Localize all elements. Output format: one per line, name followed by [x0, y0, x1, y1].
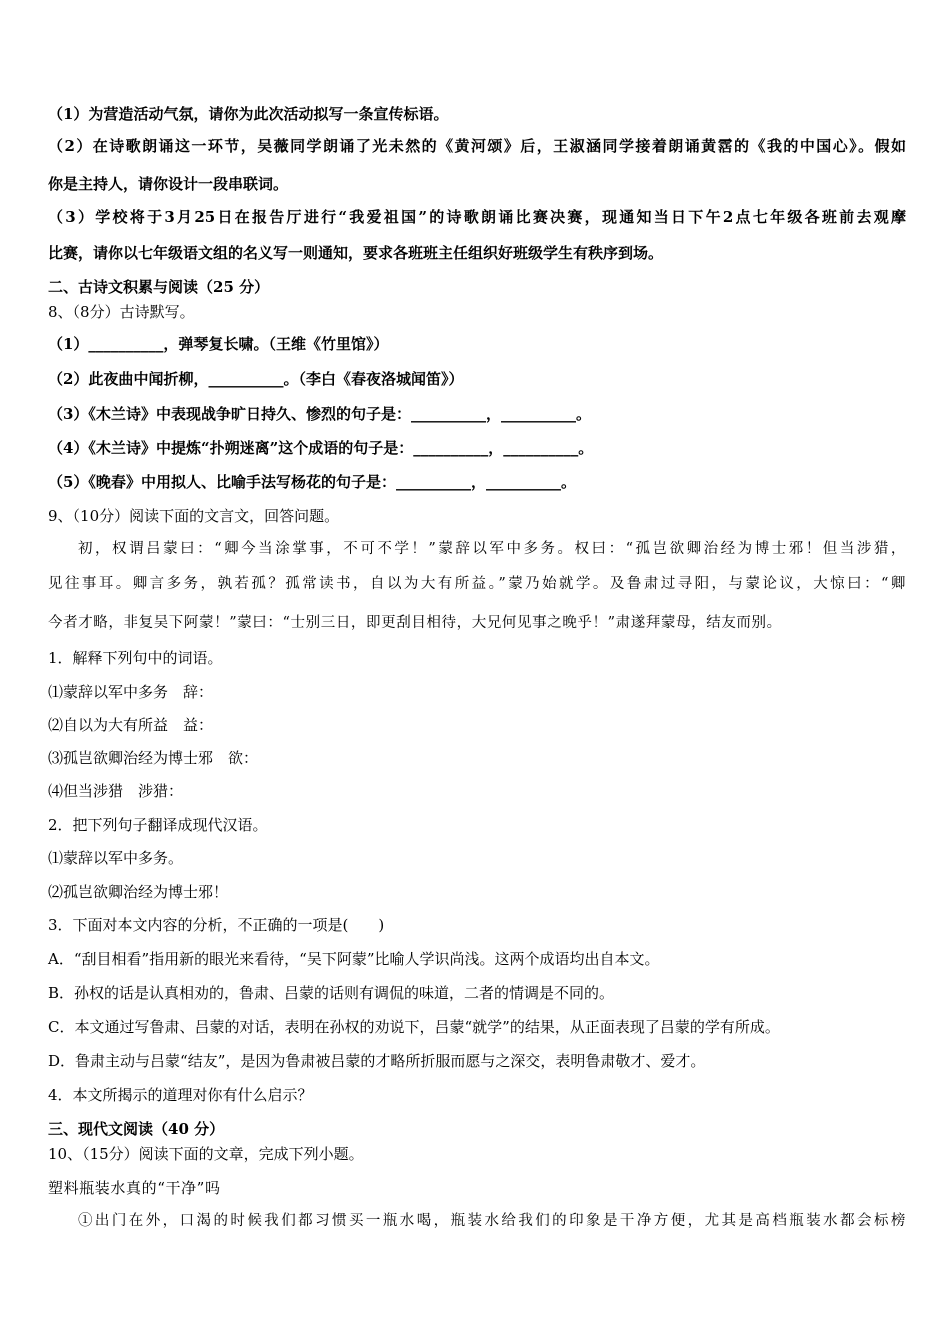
- option-c: C．本文通过写鲁肃、吕蒙的对话，表明在孙权的劝说下，吕蒙“就学”的结果，从正面表现了吕蒙的学有所成。: [48, 1018, 780, 1036]
- question-heading: [48, 301, 906, 323]
- option-b: B．孙权的话是认真相劝的，鲁肃、吕蒙的话则有调侃的味道，二者的情调是不同的。: [48, 984, 615, 1002]
- text-line: 1．解释下列句中的词语。: [48, 649, 223, 667]
- text-line: ⑴蒙辞以军中多务 辞：: [48, 683, 214, 701]
- text-line: （5）《晚春》中用拟人、比喻手法写杨花的句子是：__________，__________。: [48, 473, 576, 491]
- text-line: 4．本文所揭示的道理对你有什么启示？: [48, 1086, 313, 1104]
- text-line: （2）在诗歌朗诵这一环节，吴薇同学朗诵了光未然的《黄河颂》后，王淑涵同学接着朗诵黄霑的《我的中国心》。假如: [48, 137, 906, 155]
- question-heading: 10、（15分）阅读下面的文章，完成下列小题。: [48, 1145, 364, 1163]
- text-line: （4）《木兰诗》中提炼“扑朔迷离”这个成语的句子是：__________，__________。: [48, 439, 594, 457]
- text-line: ⑴蒙辞以军中多务。: [48, 849, 184, 867]
- text-line: （1）__________，弹琴复长啸。（王维《竹里馆》）: [48, 335, 389, 353]
- classical-text-line: 见往事耳。卿言多务，孰若孤？孤常读书，自以为大有所益。”蒙乃始就学。及鲁肃过寻阳，与蒙论议，大惊曰：“卿: [48, 576, 906, 592]
- section-heading: 三、现代文阅读（40 分）: [48, 1120, 225, 1138]
- question-text: 8、（8分）古诗默写。: [48, 303, 195, 321]
- question-heading: 9、（10分）阅读下面的文言文，回答问题。: [48, 507, 340, 525]
- text-line: （3）学校将于3月25日在报告厅进行“我爱祖国”的诗歌朗诵比赛决赛，现通知当日下午2点七年级各班前去观摩: [48, 208, 906, 226]
- article-text-line: ①出门在外，口渴的时候我们都习惯买一瓶水喝，瓶装水给我们的印象是干净方便，尤其是高档瓶装水都会标榜: [78, 1213, 906, 1229]
- text-line: 3．下面对本文内容的分析，不正确的一项是( ): [48, 916, 385, 934]
- text-line: 比赛，请你以七年级语文组的名义写一则通知，要求各班班主任组织好班级学生有秩序到场。: [48, 244, 664, 262]
- classical-text-line: 今者才略，非复吴下阿蒙！”蒙曰：“士别三日，即更刮目相待，大兄何见事之晚乎！”肃遂拜蒙母，结友而别。: [48, 615, 782, 631]
- text-line: （2）此夜曲中闻折柳，__________。（李白《春夜洛城闻笛》）: [48, 370, 464, 388]
- text-line: ⑷但当涉猎 涉猎：: [48, 782, 184, 800]
- text-line: ⑶孤岂欲卿治经为博士邪 欲：: [48, 749, 259, 767]
- text-line: ⑵自以为大有所益 益：: [48, 716, 214, 734]
- text-line: ⑵孤岂欲卿治经为博士邪！: [48, 883, 229, 901]
- article-title: 塑料瓶装水真的“干净”吗: [48, 1179, 221, 1197]
- text-line: 你是主持人，请你设计一段串联词。: [48, 175, 289, 193]
- option-a: A．“刮目相看”指用新的眼光来看待，“吴下阿蒙”比喻人学识尚浅。这两个成语均出自本文。: [48, 950, 660, 968]
- text-line: 2．把下列句子翻译成现代汉语。: [48, 816, 268, 834]
- section-heading: 二、古诗文积累与阅读（25 分）: [48, 278, 270, 296]
- option-d: D．鲁肃主动与吕蒙“结友”，是因为鲁肃被吕蒙的才略所折服而愿与之深交，表明鲁肃敬才、爱才。: [48, 1052, 706, 1070]
- text-line: （3）《木兰诗》中表现战争旷日持久、惨烈的句子是：__________，__________。: [48, 405, 591, 423]
- text-line: （1）为营造活动气氛，请你为此次活动拟写一条宣传标语。: [48, 105, 449, 123]
- classical-text-line: 初，权谓吕蒙曰：“卿今当涂掌事，不可不学！”蒙辞以军中多务。权曰：“孤岂欲卿治经为博士邪！但当涉猎，: [78, 541, 906, 557]
